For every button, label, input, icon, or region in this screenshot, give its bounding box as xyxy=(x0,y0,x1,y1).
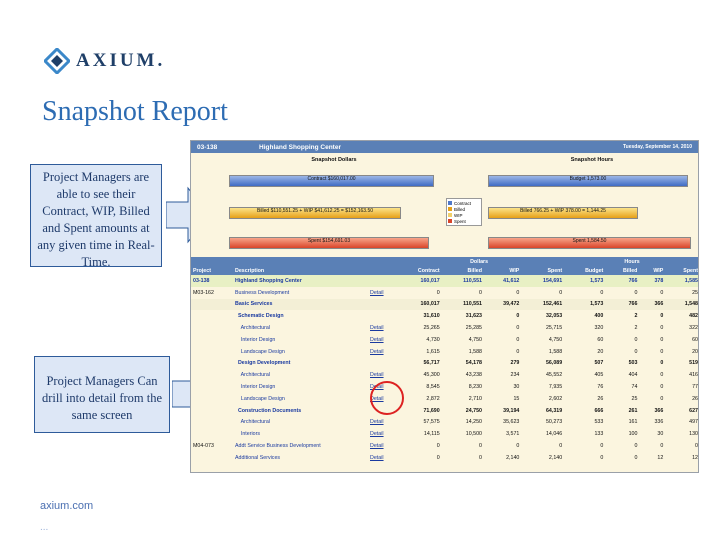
hours-group-header: Hours xyxy=(564,257,699,266)
value-cell: 4,750 xyxy=(468,336,482,343)
value-cell: 56,089 xyxy=(545,360,563,367)
value-cell: 627 xyxy=(689,407,698,414)
value-cell: 25,715 xyxy=(545,325,563,332)
callout-realtime: Project Managers are able to see their Contract, WIP, Billed and Spent amounts at any given time in Real-Time. xyxy=(30,164,162,267)
table-row xyxy=(191,452,699,464)
value-cell: 26 xyxy=(597,395,604,402)
legend-contract: Contract xyxy=(454,200,472,206)
value-cell: 0 xyxy=(660,395,664,402)
project-cell xyxy=(191,346,233,358)
value-cell: 43,238 xyxy=(465,372,482,379)
description-cell: Addt Service Business Development xyxy=(235,443,321,450)
description-cell: Architectural xyxy=(235,372,271,379)
project-cell xyxy=(191,452,233,464)
value-cell: 0 xyxy=(516,336,520,343)
value-cell: 31,623 xyxy=(465,313,482,320)
value-cell: 2,602 xyxy=(548,395,563,402)
hours-chart-title: Snapshot Hours xyxy=(570,157,614,163)
detail-link[interactable]: Detail xyxy=(370,325,384,332)
value-cell: 320 xyxy=(594,325,604,332)
value-cell: 31,610 xyxy=(423,313,440,320)
col-hours-spent: Spent xyxy=(665,266,699,275)
project-code: 03-138 xyxy=(197,144,218,151)
col-spent: Spent xyxy=(521,266,564,275)
value-cell: 161 xyxy=(628,419,638,426)
value-cell: 0 xyxy=(436,454,440,461)
value-cell: 366 xyxy=(639,299,665,311)
project-detail-table xyxy=(191,257,699,464)
value-cell: 30 xyxy=(657,431,664,438)
table-row xyxy=(191,299,699,311)
value-cell: 14,046 xyxy=(545,431,563,438)
col-budget: Budget xyxy=(564,266,605,275)
brand-name: AXIUM. xyxy=(76,50,166,71)
spent-bar: Spent $154,691.03 xyxy=(229,237,429,249)
table-row xyxy=(191,393,699,405)
table-row xyxy=(191,275,699,287)
detail-link xyxy=(368,358,394,370)
description-cell: Architectural xyxy=(235,325,271,332)
value-cell: 0 xyxy=(600,443,604,450)
detail-link[interactable]: Detail xyxy=(370,454,384,461)
value-cell: 666 xyxy=(594,407,604,414)
value-cell: 15 xyxy=(513,395,520,402)
detail-link[interactable]: Detail xyxy=(370,372,384,379)
value-cell: 160,017 xyxy=(394,299,442,311)
value-cell: 322 xyxy=(689,325,698,332)
detail-link[interactable]: Detail xyxy=(370,384,384,391)
detail-link[interactable]: Detail xyxy=(370,419,384,426)
value-cell: 0 xyxy=(660,443,664,450)
value-cell: 39,194 xyxy=(503,407,520,414)
project-cell xyxy=(191,381,233,393)
value-cell: 261 xyxy=(628,407,638,414)
dollars-group-header: Dollars xyxy=(394,257,564,266)
value-cell: 0 xyxy=(516,325,520,332)
value-cell: 336 xyxy=(654,419,664,426)
value-cell: 12 xyxy=(657,454,664,461)
value-cell: 64,319 xyxy=(545,407,563,414)
project-cell xyxy=(191,299,233,311)
value-cell: 0 xyxy=(516,443,520,450)
detail-link[interactable]: Detail xyxy=(370,431,384,438)
detail-highlight-circle xyxy=(370,381,404,415)
value-cell: 1,573 xyxy=(564,275,605,287)
value-cell: 0 xyxy=(634,443,638,450)
value-cell: 0 xyxy=(436,289,440,296)
value-cell: 20 xyxy=(692,348,698,355)
value-cell: 1,615 xyxy=(426,348,440,355)
value-cell: 39,472 xyxy=(484,299,521,311)
value-cell: 0 xyxy=(516,313,520,320)
project-cell xyxy=(191,417,233,429)
value-cell: 378 xyxy=(639,275,665,287)
callout-drilldown: Project Managers Can drill into detail from the same screen xyxy=(34,356,170,433)
value-cell: 71,690 xyxy=(423,407,440,414)
value-cell: 32,053 xyxy=(545,313,563,320)
hours-spent-bar: Spent 1,584.50 xyxy=(488,237,691,249)
project-cell xyxy=(191,369,233,381)
value-cell: 25 xyxy=(631,395,638,402)
snapshot-report-panel xyxy=(190,140,699,473)
table-row xyxy=(191,440,699,452)
value-cell: 133 xyxy=(594,431,604,438)
value-cell: 60 xyxy=(597,336,604,343)
value-cell: 0 xyxy=(695,443,698,450)
value-cell: 234 xyxy=(510,372,520,379)
table-row xyxy=(191,428,699,440)
project-cell: 03-138 xyxy=(191,275,233,287)
value-cell: 110,551 xyxy=(442,299,484,311)
value-cell: 1,588 xyxy=(468,348,482,355)
value-cell: 0 xyxy=(436,443,440,450)
value-cell: 30 xyxy=(513,384,520,391)
description-cell: Basic Services xyxy=(233,299,368,311)
value-cell: 1,588 xyxy=(548,348,563,355)
contract-bar: Contract $160,017.00 xyxy=(229,175,434,187)
value-cell: 2 xyxy=(634,313,638,320)
value-cell: 0 xyxy=(660,336,664,343)
col-wip: WIP xyxy=(484,266,521,275)
value-cell: 2,872 xyxy=(426,395,440,402)
value-cell: 1,548 xyxy=(665,299,699,311)
detail-link[interactable]: Detail xyxy=(370,395,384,402)
project-cell xyxy=(191,405,233,417)
page-title: Snapshot Report xyxy=(42,96,228,127)
detail-link xyxy=(368,299,394,311)
billed-wip-bar: Billed $110,551.25 + WIP $41,612.25 = $152,163.50 xyxy=(229,207,401,219)
value-cell: 0 xyxy=(516,289,520,296)
detail-link[interactable]: Detail xyxy=(370,443,384,450)
value-cell: 2,140 xyxy=(506,454,520,461)
table-row xyxy=(191,381,699,393)
project-cell xyxy=(191,310,233,322)
legend-wip: WIP xyxy=(454,212,463,218)
value-cell: 482 xyxy=(689,313,698,320)
value-cell: 154,691 xyxy=(521,275,564,287)
project-cell xyxy=(191,358,233,370)
value-cell: 0 xyxy=(559,443,563,450)
detail-link xyxy=(368,310,394,322)
value-cell: 60 xyxy=(692,336,698,343)
value-cell: 0 xyxy=(634,348,638,355)
table-row xyxy=(191,369,699,381)
value-cell: 0 xyxy=(516,348,520,355)
col-contract: Contract xyxy=(394,266,442,275)
value-cell: 0 xyxy=(660,325,664,332)
value-cell: 503 xyxy=(628,360,638,367)
value-cell: 519 xyxy=(689,360,698,367)
value-cell: 0 xyxy=(660,289,664,296)
value-cell: 0 xyxy=(660,313,664,320)
project-cell xyxy=(191,393,233,405)
project-cell: M04-073 xyxy=(193,443,214,450)
value-cell: 405 xyxy=(594,372,604,379)
value-cell: 0 xyxy=(559,289,563,296)
value-cell: 766 xyxy=(605,275,639,287)
value-cell: 0 xyxy=(634,289,638,296)
value-cell: 279 xyxy=(510,360,520,367)
detail-link xyxy=(368,275,394,287)
value-cell: 20 xyxy=(597,348,604,355)
value-cell: 0 xyxy=(600,289,604,296)
value-cell: 25,285 xyxy=(465,325,482,332)
project-cell: M03-162 xyxy=(193,289,214,296)
budget-bar: Budget 1,573.00 xyxy=(488,175,688,187)
value-cell: 160,017 xyxy=(394,275,442,287)
report-header xyxy=(191,141,698,153)
value-cell: 497 xyxy=(689,419,698,426)
value-cell: 0 xyxy=(600,454,604,461)
value-cell: 4,730 xyxy=(426,336,440,343)
value-cell: 57,575 xyxy=(423,419,440,426)
description-cell: Interiors xyxy=(235,431,261,438)
value-cell: 152,461 xyxy=(521,299,564,311)
snapshot-dollars-chart xyxy=(229,157,439,255)
value-cell: 1,573 xyxy=(564,299,605,311)
value-cell: 416 xyxy=(689,372,698,379)
value-cell: 766 xyxy=(605,299,639,311)
value-cell: 7,935 xyxy=(548,384,563,391)
table-row xyxy=(191,358,699,370)
value-cell: 0 xyxy=(660,384,664,391)
value-cell: 366 xyxy=(654,407,664,414)
project-cell xyxy=(191,322,233,334)
detail-link[interactable]: Detail xyxy=(370,289,384,296)
value-cell: 0 xyxy=(479,443,482,450)
value-cell: 533 xyxy=(594,419,604,426)
value-cell: 110,551 xyxy=(442,275,484,287)
value-cell: 77 xyxy=(692,384,698,391)
project-cell xyxy=(191,428,233,440)
value-cell: 0 xyxy=(660,372,664,379)
description-cell: Architectural xyxy=(235,419,271,426)
value-cell: 45,552 xyxy=(545,372,563,379)
table-row xyxy=(191,322,699,334)
value-cell: 0 xyxy=(479,289,482,296)
value-cell: 14,115 xyxy=(423,431,440,438)
value-cell: 41,612 xyxy=(484,275,521,287)
col-hours-billed: Billed xyxy=(605,266,639,275)
value-cell: 2,710 xyxy=(468,395,482,402)
value-cell: 0 xyxy=(479,454,482,461)
value-cell: 50,273 xyxy=(545,419,563,426)
value-cell: 0 xyxy=(634,336,638,343)
report-date: Tuesday, September 14, 2010 xyxy=(622,144,692,150)
description-cell: Additional Services xyxy=(235,454,281,461)
footer-url: axium.com xyxy=(40,500,94,512)
detail-link[interactable]: Detail xyxy=(370,336,384,343)
value-cell: 100 xyxy=(628,431,638,438)
value-cell: 26 xyxy=(692,395,698,402)
value-cell: 56,717 xyxy=(423,360,440,367)
value-cell: 14,250 xyxy=(465,419,482,426)
snapshot-hours-chart xyxy=(488,157,696,255)
value-cell: 76 xyxy=(597,384,604,391)
value-cell: 74 xyxy=(631,384,638,391)
value-cell: 2,140 xyxy=(548,454,563,461)
description-cell: Interior Design xyxy=(235,336,276,343)
description-cell: Construction Documents xyxy=(235,407,302,414)
value-cell: 35,623 xyxy=(503,419,520,426)
project-name: Highland Shopping Center xyxy=(259,144,341,151)
value-cell: 507 xyxy=(594,360,604,367)
value-cell: 24,750 xyxy=(465,407,482,414)
hours-billed-wip-bar: Billed 766.25 + WIP 378.00 = 1,144.25 xyxy=(488,207,638,219)
value-cell: 8,545 xyxy=(426,384,440,391)
legend-spent: Spent xyxy=(454,218,466,224)
value-cell: 2 xyxy=(634,325,638,332)
value-cell: 1,585 xyxy=(665,275,699,287)
detail-link[interactable]: Detail xyxy=(370,348,384,355)
project-cell xyxy=(191,334,233,346)
value-cell: 12 xyxy=(692,454,698,461)
value-cell: 3,571 xyxy=(506,431,520,438)
description-cell: Highland Shopping Center xyxy=(233,275,368,287)
value-cell: 130 xyxy=(689,431,698,438)
col-description: Description xyxy=(233,266,368,275)
value-cell: 404 xyxy=(628,372,638,379)
value-cell: 10,500 xyxy=(465,431,482,438)
col-project: Project xyxy=(191,266,233,275)
value-cell: 8,230 xyxy=(468,384,482,391)
table-row xyxy=(191,334,699,346)
description-cell: Business Development xyxy=(235,289,290,296)
value-cell: 400 xyxy=(594,313,604,320)
value-cell: 45,300 xyxy=(423,372,440,379)
value-cell: 0 xyxy=(634,454,638,461)
chart-legend xyxy=(446,198,482,226)
table-row xyxy=(191,287,699,299)
footer-dots: ... xyxy=(40,522,49,533)
table-row xyxy=(191,417,699,429)
description-cell: Design Development xyxy=(235,360,291,367)
value-cell: 0 xyxy=(660,348,664,355)
dollars-chart-title: Snapshot Dollars xyxy=(311,157,357,163)
col-hours-wip: WIP xyxy=(639,266,665,275)
table-row xyxy=(191,346,699,358)
value-cell: 54,178 xyxy=(465,360,482,367)
description-cell: Interior Design xyxy=(235,384,276,391)
legend-billed: Billed xyxy=(454,206,466,212)
table-row xyxy=(191,310,699,322)
value-cell: 4,750 xyxy=(548,336,563,343)
description-cell: Landscape Design xyxy=(235,395,285,402)
col-billed: Billed xyxy=(442,266,484,275)
axium-logo xyxy=(44,48,165,74)
table-row xyxy=(191,405,699,417)
description-cell: Landscape Design xyxy=(235,348,285,355)
description-cell: Schematic Design xyxy=(235,313,284,320)
axium-logo-icon xyxy=(44,48,70,74)
value-cell: 25 xyxy=(692,289,698,296)
value-cell: 25,265 xyxy=(423,325,440,332)
value-cell: 0 xyxy=(660,360,664,367)
